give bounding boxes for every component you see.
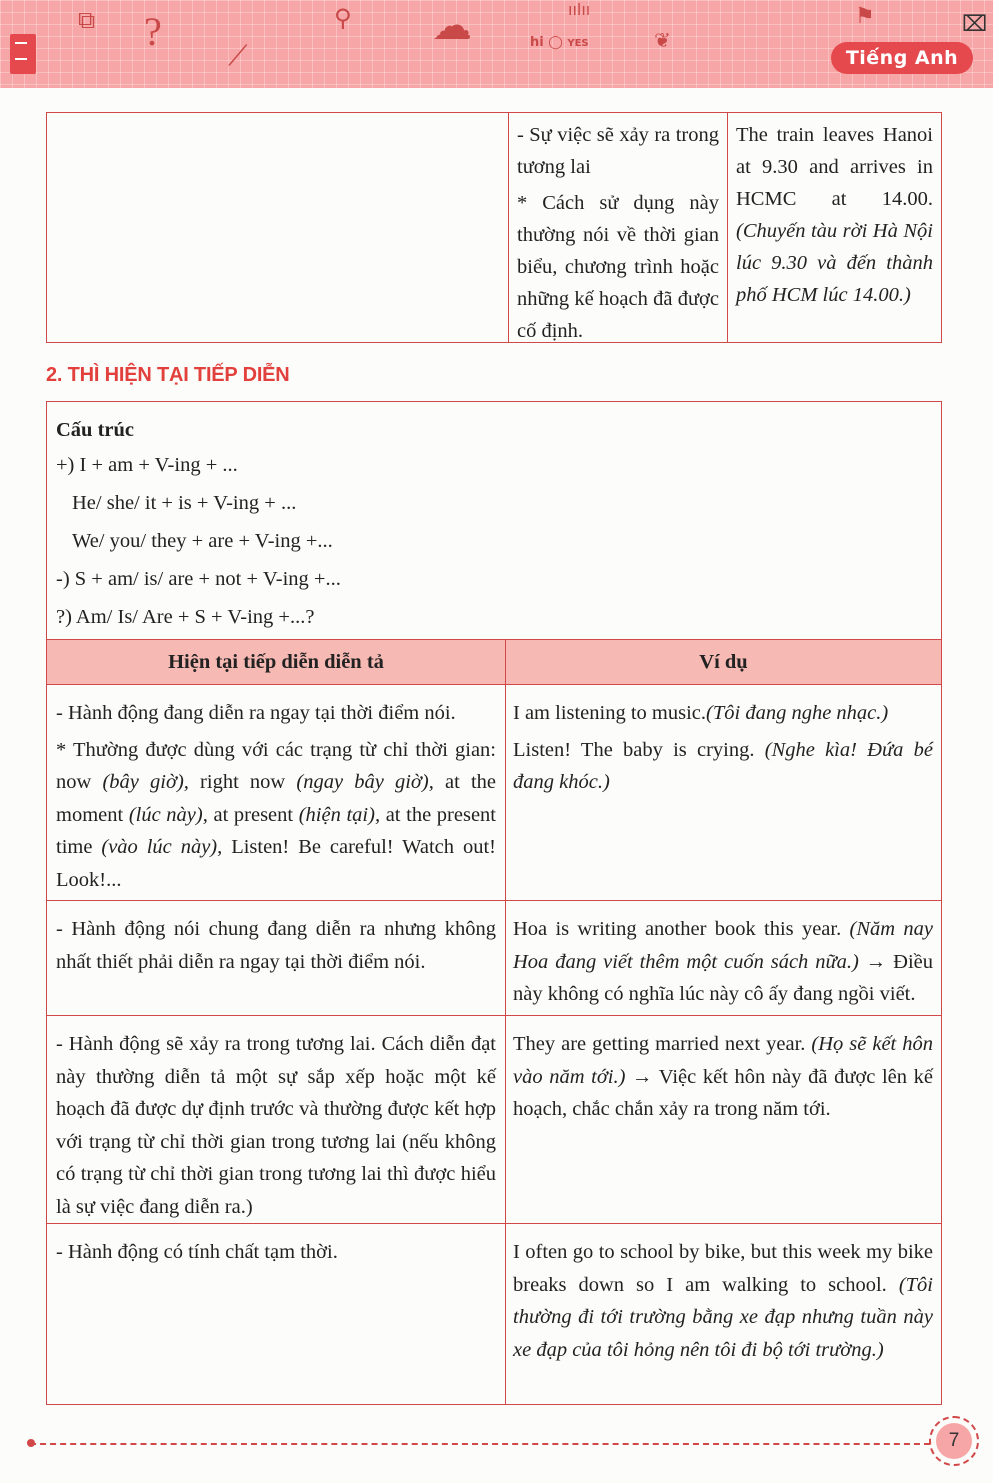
speech-bubble-icon: hi ◯ YES xyxy=(530,35,589,50)
structure-line: +) I + am + V-ing + ... xyxy=(56,454,238,476)
column-header: Hiện tại tiếp diễn diễn tả xyxy=(47,640,506,684)
book-icon xyxy=(10,34,36,74)
example-text: The train leaves Hanoi at 9.30 and arrives in HCMC at 14.00. xyxy=(736,124,933,210)
flag-icon: ⚑ xyxy=(855,4,875,29)
usage-cell xyxy=(47,685,506,900)
table-row xyxy=(47,1223,941,1404)
usage-line: * Cách sử dụng này thường nói về thời gian biểu, chương trình hoặc những kế hoạch đã được cố định. xyxy=(517,192,719,342)
column-header: Ví dụ xyxy=(699,651,748,673)
usage-text: - Hành động nói chung đang diễn ra nhưng không nhất thiết phải diễn ra ngay tại thời điểm nói. xyxy=(56,918,496,973)
example-cell xyxy=(506,685,941,900)
structure-title: Cấu trúc xyxy=(56,419,135,441)
usage-text: - Hành động có tính chất tạm thời. xyxy=(56,1241,338,1263)
structure-line: He/ she/ it + is + V-ing + ... xyxy=(72,492,297,514)
usage-line: - Sự việc sẽ xảy ra trong tương lai xyxy=(517,124,719,178)
usage-text: - Hành động sẽ xảy ra trong tương lai. Cách diễn đạt này thường diễn tả một sự sắp xếp hoặc một kế hoạch đã được dự định trước và thường được kết hợp với trạng từ chỉ thời gian trong tương lai (nếu không có trạng từ chỉ thời gian trong tương lai thì được hiểu là sự việc đang diễn ra.) xyxy=(56,1033,496,1218)
example-cell xyxy=(727,113,941,342)
example-cell xyxy=(506,1016,941,1223)
usage-note: * Thường được dùng với các trạng từ chỉ thời gian: now (bây giờ), right now (ngay bây giờ), at the moment (lúc này), at present (hiện tại), at the present time (vào lúc này), Listen! Be careful! Watch out! Look!... xyxy=(56,738,496,891)
bracket-icon: ⌧ xyxy=(962,12,988,37)
usage-cell xyxy=(47,901,506,1015)
structure-line: We/ you/ they + are + V-ing +... xyxy=(72,530,333,552)
location-pin-icon: ⚲ xyxy=(334,4,352,32)
question-mark-icon: ? xyxy=(144,9,162,54)
example-cell xyxy=(506,1224,941,1404)
structure-line: ?) Am/ Is/ Are + S + V-ing +...? xyxy=(56,606,315,628)
example-cell xyxy=(506,901,941,1015)
table-row xyxy=(47,900,941,1015)
structure-line: -) S + am/ is/ are + not + V-ing +... xyxy=(56,568,341,590)
usage-cell xyxy=(47,1224,506,1404)
example-text: They are getting married next year. (Họ sẽ kết hôn vào năm tới.) → Việc kết hôn này đã được lên kế hoạch, chắc chắn xảy ra trong năm tới. xyxy=(513,1033,933,1120)
table-header-row xyxy=(47,640,941,684)
page-number: 7 xyxy=(936,1423,972,1459)
table-row xyxy=(47,684,941,900)
continued-table xyxy=(46,112,942,343)
usage-cell xyxy=(508,113,727,342)
puzzle-icon: ⧉ xyxy=(78,6,96,34)
example-text: Listen! The baby is crying. (Nghe kìa! Đứa bé đang khóc.) xyxy=(513,738,933,793)
table-row xyxy=(47,1015,941,1223)
usage-table xyxy=(46,639,942,1405)
example-text: I often go to school by bike, but this week my bike breaks down so I am walking to school. (Tôi thường đi tới trường bằng xe đạp nhưng tuần này xe đạp của tôi hỏng nên tôi đi bộ tới trường.) xyxy=(513,1241,933,1361)
page-header xyxy=(0,0,993,88)
page-number-badge xyxy=(929,1416,979,1466)
leaf-icon: ❦ xyxy=(654,28,671,52)
graph-icon: ⟋ xyxy=(228,39,248,72)
usage-cell xyxy=(47,1016,506,1223)
section-title: 2. THÌ HIỆN TẠI TIẾP DIỄN xyxy=(46,364,290,386)
tree-icon: ☁ xyxy=(432,3,472,49)
usage-text: - Hành động đang diễn ra ngay tại thời điểm nói. xyxy=(56,702,456,724)
example-text: Hoa is writing another book this year. (Năm nay Hoa đang viết thêm một cuốn sách nữa.) → Điều này không có nghĩa lúc này cô ấy đang ngồi viết. xyxy=(513,918,934,1005)
structure-box xyxy=(46,401,942,641)
example-translation: (Chuyến tàu rời Hà Nội lúc 9.30 và đến thành phố HCM lúc 14.00.) xyxy=(736,220,933,306)
example-text: I am listening to music.(Tôi đang nghe nhạc.) xyxy=(513,702,889,724)
footer-divider xyxy=(30,1443,930,1445)
sound-bars-icon: ıılıı xyxy=(568,0,591,19)
subject-badge: Tiếng Anh xyxy=(831,42,973,74)
